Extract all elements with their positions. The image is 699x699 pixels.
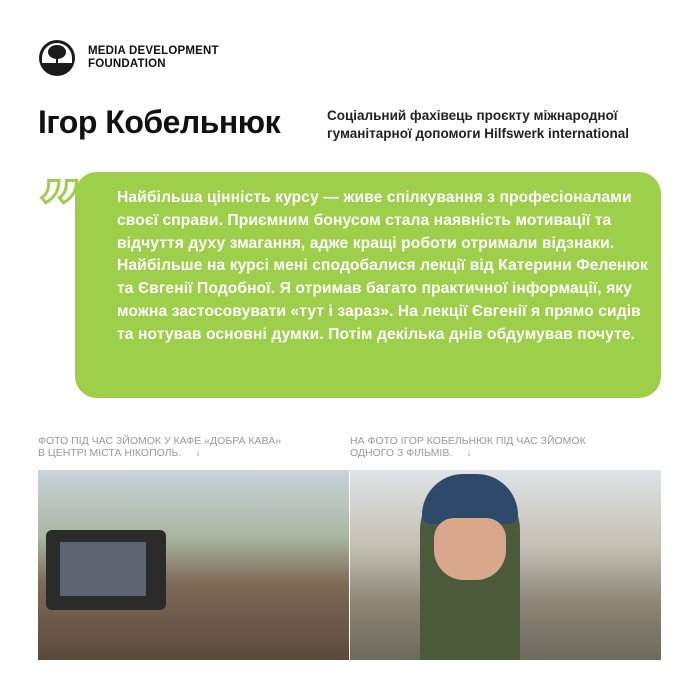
org-line1: MEDIA DEVELOPMENT xyxy=(88,45,219,57)
quote-text: Найбільша цінність курсу — живе спілкування з професіоналами своєї справи. Приємним бонусом стала наявність мотивації та відчуття духу змагання, адже кращі роботи отримали відзнаки. Найбільше на курсі мені сподобалися лекції від Катерини Феленюк та Євгенії Подобної. Я отримав багато практичної інформації, яку можна застосовувати «тут і зараз». На лекції Євгенії я прямо сидів та нотував основні думки. Потім декілька днів обдумував почуте. xyxy=(117,189,648,343)
photo-igor-helmet xyxy=(350,470,661,660)
caption-right-line2: ОДНОГО З ФІЛЬМІВ. xyxy=(350,447,453,459)
logo xyxy=(39,40,75,76)
person-role xyxy=(327,107,629,143)
camera xyxy=(46,530,166,610)
quote-mark-icon: ” xyxy=(38,165,77,256)
org-name xyxy=(88,45,219,71)
photo-cafe-filming xyxy=(38,470,349,660)
caption-left xyxy=(38,435,281,459)
arrow-down-icon: ↓ xyxy=(466,447,472,459)
person-name: Ігор Кобельнюк xyxy=(38,104,281,140)
role-line1: Соціальний фахівець проєкту міжнародної xyxy=(327,108,618,123)
caption-right xyxy=(350,435,586,459)
role-line2: гуманітарної допомоги Hilfswerk international xyxy=(327,126,630,141)
arrow-down-icon: ↓ xyxy=(195,447,201,459)
org-line2: FOUNDATION xyxy=(88,58,166,70)
caption-left-line2: В ЦЕНТРІ МІСТА НІКОПОЛЬ. xyxy=(38,447,182,459)
caption-right-line1: НА ФОТО ІГОР КОБЕЛЬНЮК ПІД ЧАС ЗЙОМОК xyxy=(350,435,586,447)
caption-left-line1: ФОТО ПІД ЧАС ЗЙОМОК У КАФЕ «ДОБРА КАВА» xyxy=(38,435,282,447)
